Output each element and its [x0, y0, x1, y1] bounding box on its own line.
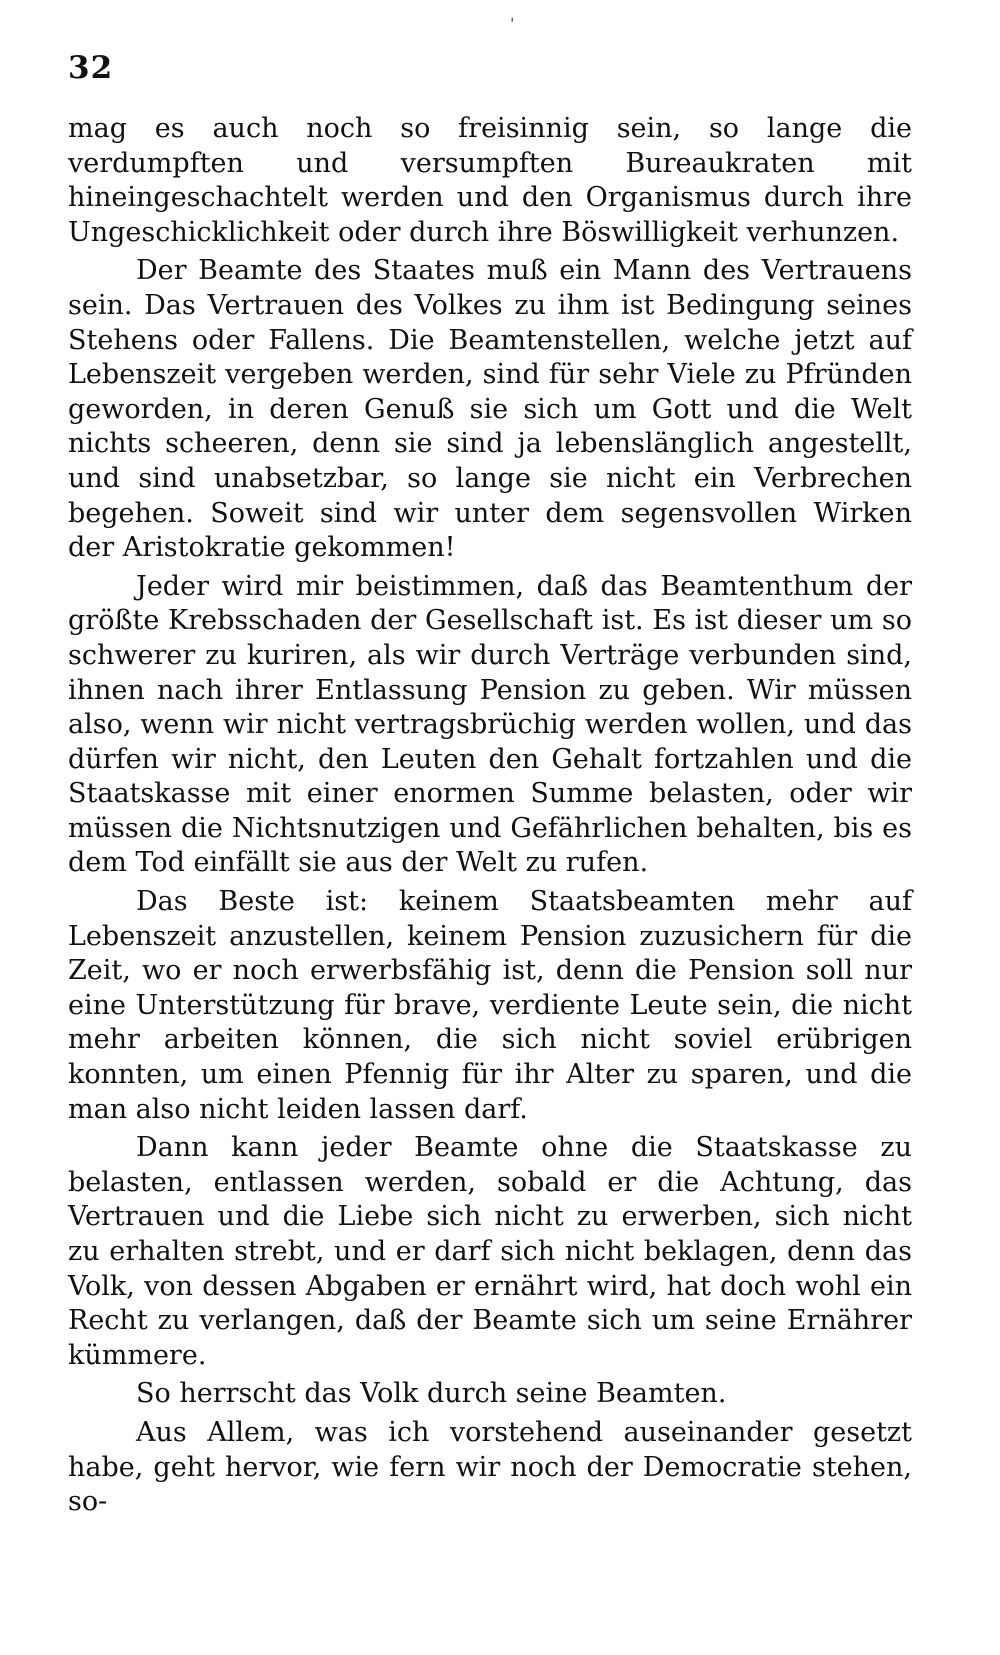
paragraph-7: Aus Allem, was ich vorstehend auseinander gesetzt habe, geht hervor, wie fern wir noch der Democratie stehen, so-	[68, 1416, 912, 1518]
scan-speck: '	[510, 14, 515, 33]
paragraph-5: Dann kann jeder Beamte ohne die Staatskasse zu belasten, entlassen werden, sobald er die Achtung, das Vertrauen und die Liebe sich nicht zu erwerben, sich nicht zu erhalten strebt, und er darf sich nicht beklagen, denn das Volk, von dessen Abgaben er ernährt wird, hat doch wohl ein Recht zu verlangen, daß der Beamte sich um seine Ernährer kümmere.	[68, 1132, 912, 1371]
paragraph-6: So herrscht das Volk durch seine Beamten.	[136, 1378, 727, 1410]
paragraph-3: Jeder wird mir beistimmen, daß das Beamtenthum der größte Krebsschaden der Gesellschaft ist. Es ist dieser um so schwerer zu kuriren, als wir durch Verträge verbunden sind, ihnen nach ihrer Entlassung Pension zu geben. Wir müssen also, wenn wir nicht vertragsbrüchig werden wollen, und das dürfen wir nicht, den Leuten den Gehalt fortzahlen und die Staatskasse mit einer enormen Summe belasten, oder wir müssen die Nichtsnutzigen und Gefährlichen behalten, bis es dem Tod einfällt sie aus der Welt zu rufen.	[68, 570, 912, 879]
paragraph-4: Das Beste ist: keinem Staatsbeamten mehr auf Lebenszeit anzustellen, keinem Pension zuzusichern für die Zeit, wo er noch erwerbsfähig ist, denn die Pension soll nur eine Unterstützung für brave, verdiente Leute sein, die nicht mehr arbeiten können, die sich nicht soviel erübrigen konnten, um einen Pfennig für ihr Alter zu sparen, und die man also nicht leiden lassen darf.	[68, 886, 912, 1125]
paragraph-2: Der Beamte des Staates muß ein Mann des Vertrauens sein. Das Vertrauen des Volkes zu ihm ist Bedingung seines Stehens oder Fallens. Die Beamtenstellen, welche jetzt auf Lebenszeit vergeben werden, sind für sehr Viele zu Pfründen geworden, in deren Genuß sie sich um Gott und die Welt nichts scheeren, denn sie sind ja lebenslänglich angestellt, und sind unabsetzbar, so lange sie nicht ein Verbrechen begehen. Soweit sind wir unter dem segensvollen Wirken der Aristokratie gekommen!	[68, 255, 912, 564]
paragraph-1: mag es auch noch so freisinnig sein, so lange die verdumpften und versumpften Bureaukraten mit hineingeschachtelt werden und den Organismus durch ihre Ungeschicklichkeit oder durch ihre Böswilligkeit verhunzen.	[68, 113, 912, 248]
page-number: 32	[68, 50, 114, 86]
body-text	[68, 112, 912, 1520]
